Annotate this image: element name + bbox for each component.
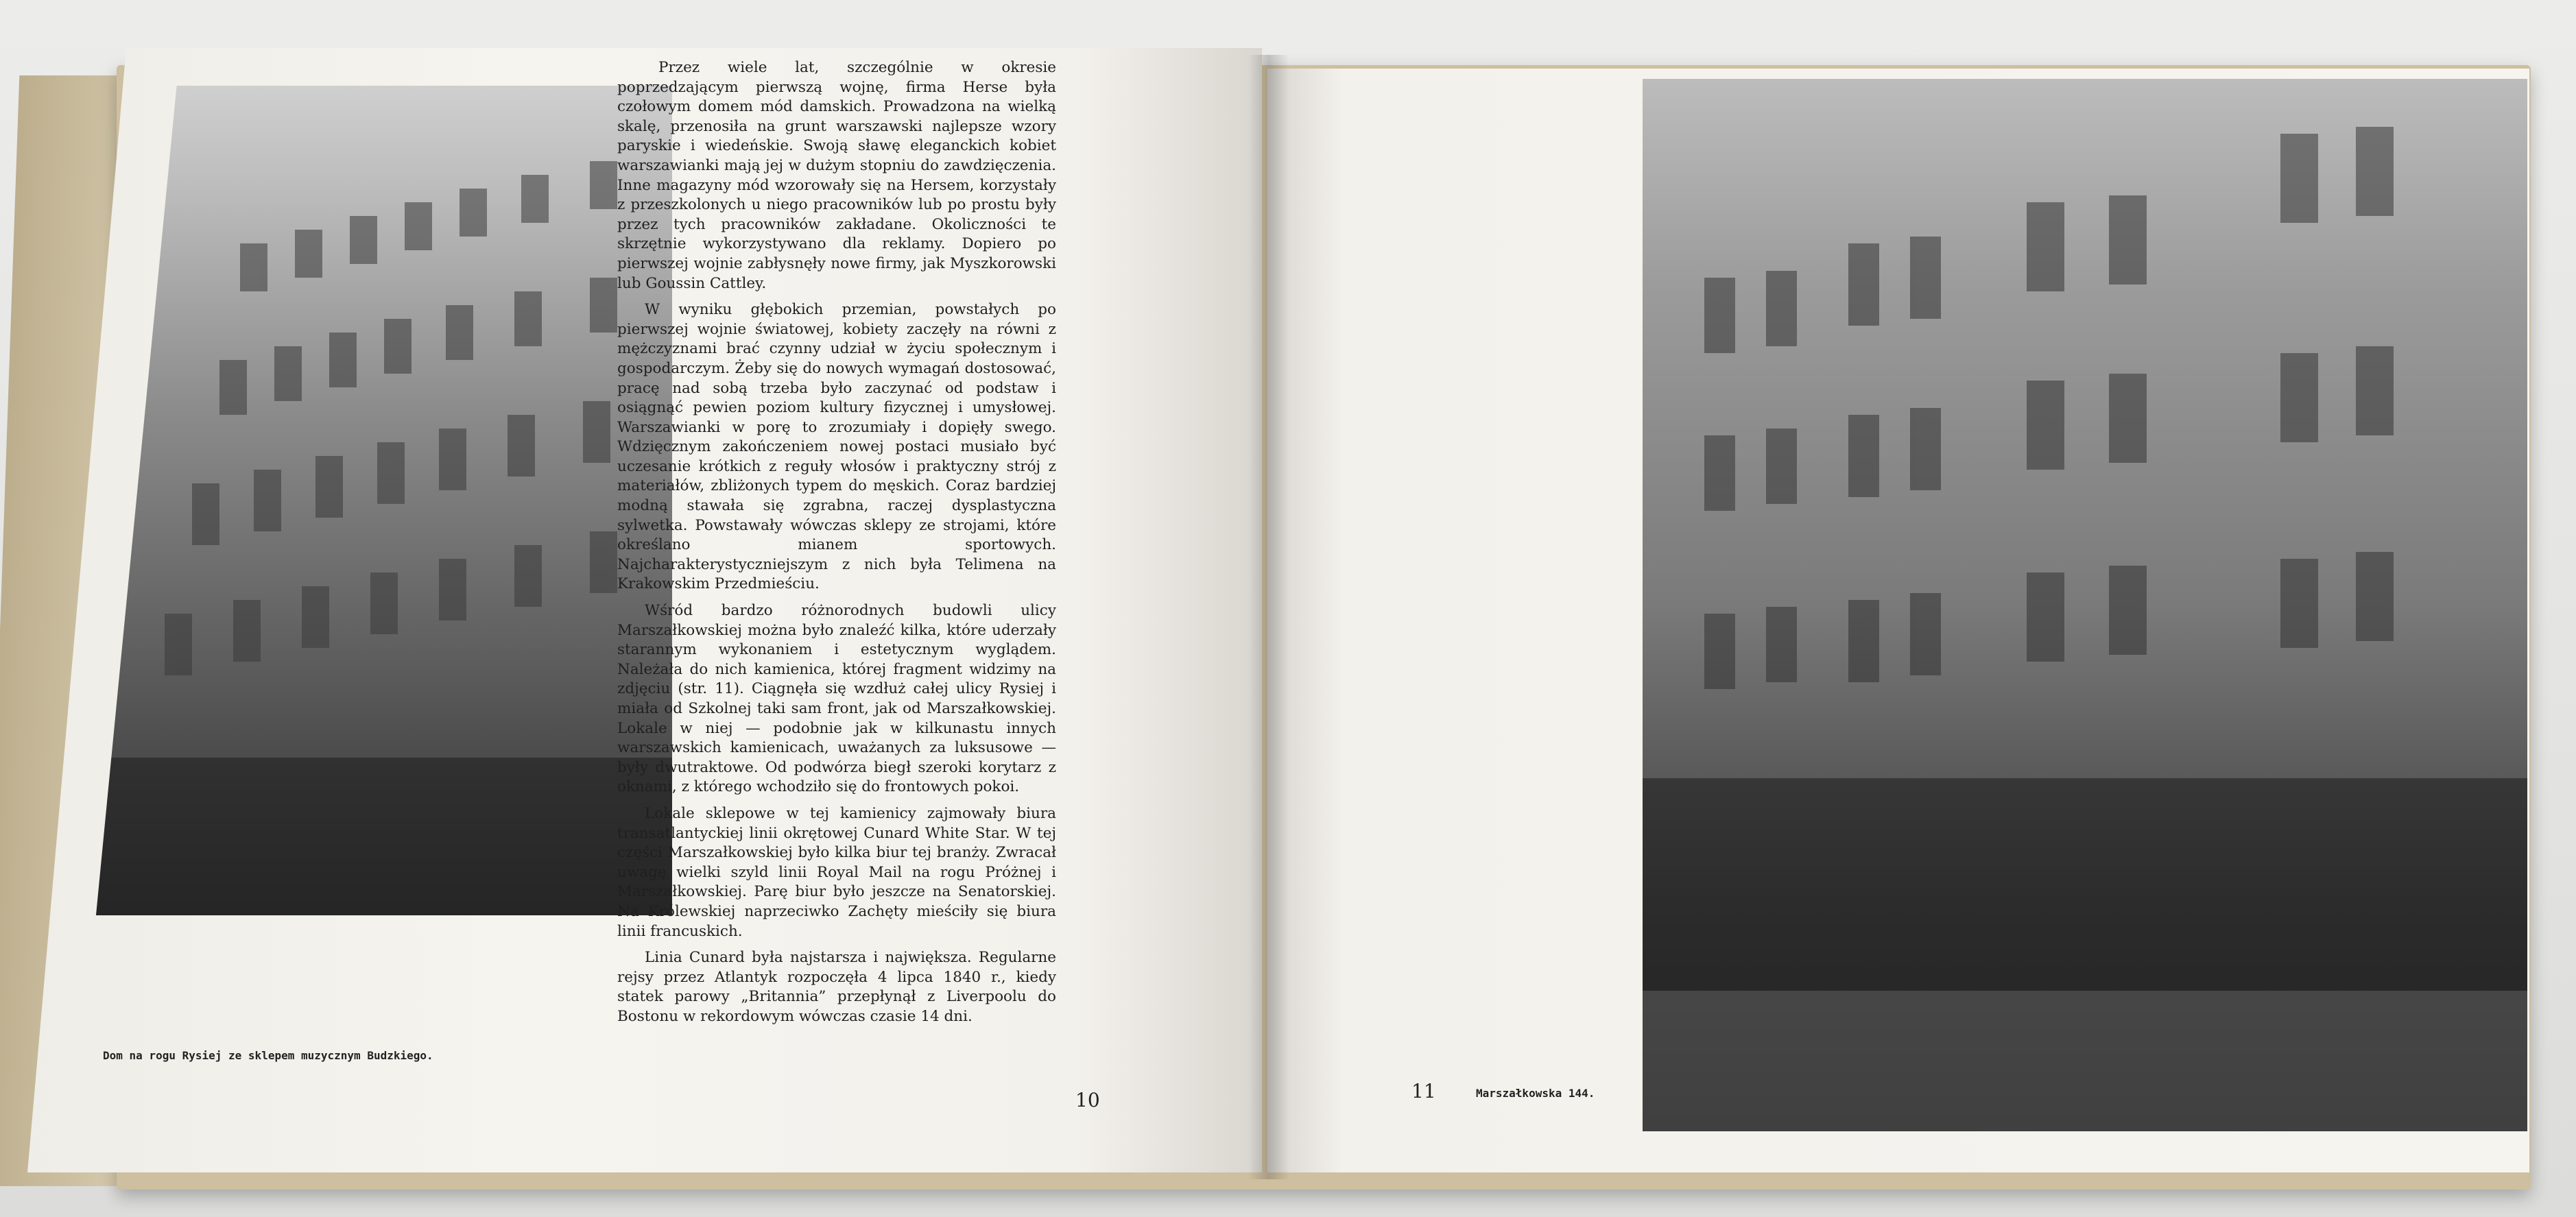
street-facade-image xyxy=(1643,79,2527,1131)
book-gutter-shadow xyxy=(1248,55,1289,1179)
building-photo-left xyxy=(96,86,672,915)
left-page-number: 10 xyxy=(1075,1089,1100,1111)
paragraph-4: Lokale sklepowe w tej kamienicy zajmowały biura transatlantyckiej linii okrętowej Cunard White Star. W tej części Marszałkowskiej było kilka biur tej branży. Zwracał uwagę wielki szyld linii Royal Mail na rogu Próżnej i Marszałkowskiej. Parę biur było jeszcze na Senatorskiej. Na Królewskiej naprzeciwko Zachęty mieściły się biura linii francuskich. xyxy=(617,804,1056,940)
paragraph-3: Wśród bardzo różnorodnych budowli ulicy Marszałkowskiej można było znaleźć kilka, które uderzały starannym wykonaniem i estetycznym wyglądem. Należała do nich kamienica, której fragment widzimy na zdjęciu (str. 11). Ciągnęła się wzdłuż całej ulicy Rysiej i miała od Szkolnej taki sam front, jak od Marszałkowskiej. Lokale w niej — podobnie jak w kilkunastu innych warszawskich kamienicach, uważanych za luksusowe — były dwutraktowe. Od podwórza biegł szeroki korytarz z oknami, z którego wchodziło się do frontowych pokoi. xyxy=(617,602,1056,796)
building-photo-right xyxy=(1643,79,2527,1131)
paragraph-5: Linia Cunard była najstarsza i największa. Regularne rejsy przez Atlantyk rozpoczęła 4 lipca 1840 r., kiedy statek parowy „Britannia” przepłynął z Liverpoolu do Bostonu w rekordowym wówczas czasie 14 dni. xyxy=(617,949,1056,1025)
right-page-number: 11 xyxy=(1411,1080,1436,1102)
paragraph-1: Przez wiele lat, szczególnie w okresie poprzedzającym pierwszą wojnę, firma Herse była czołowym domem mód damskich. Prowadzona na wielką skalę, przenosiła na grunt warszawski najlepsze wzory paryskie i wiedeńskie. Swoją sławę eleganckich kobiet warszawianki mają jej w dużym stopniu do zawdzięczenia. Inne magazyny mód wzorowały się na Hersem, korzystały z przeszkolonych u niego pracowników lub po prostu były przez tych pracowników zakładane. Okoliczności te skrzętnie wykorzystywano dla reklamy. Dopiero po pierwszej wojnie zabłysnęły nowe firmy, jak Myszkorowski lub Goussin Cattley. xyxy=(617,59,1056,292)
left-page-text-column xyxy=(617,58,1056,1034)
paragraph-2: W wyniku głębokich przemian, powstałych po pierwszej wojnie światowej, kobiety zaczęły na równi z mężczyznami brać czynny udział w życiu społecznym i gospodarczym. Żeby się do nowych wymagań dostosować, pracę nad sobą trzeba było zaczynać od podstaw i osiągnąć pewien poziom kultury fizycznej i umysłowej. Warszawianki w porę to zrozumiały i dopięły swego. Wdzięcznym zakończeniem nowej postaci musiało być uczesanie krótkich z reguły włosów i praktyczny strój z materiałów, zbliżonych typem do męskich. Coraz bardziej modną stawała się zgrabna, raczej dysplastyczna sylwetka. Powstawały wówczas sklepy ze strojami, które określano mianem sportowych. Najcharakterystyczniejszym z nich była Telimena na Krakowskim Przedmieściu. xyxy=(617,301,1056,593)
right-photo-caption: Marszałkowska 144. xyxy=(1476,1087,1595,1100)
building-facade-image xyxy=(96,86,672,915)
left-photo-caption: Dom na rogu Rysiej ze sklepem muzycznym Budzkiego. xyxy=(103,1049,433,1062)
